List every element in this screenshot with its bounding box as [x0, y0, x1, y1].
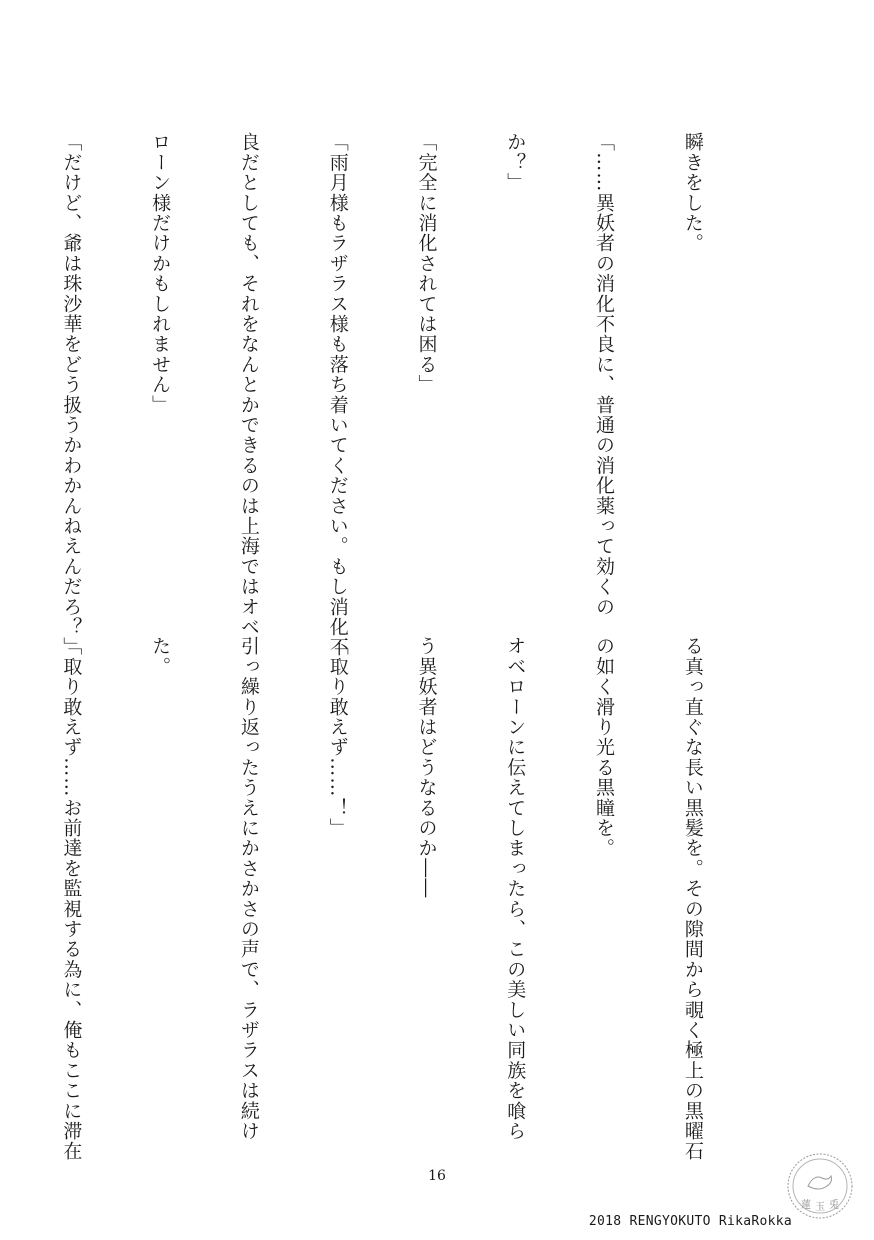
- text-line: う異妖者はどうなるのか――: [415, 636, 438, 899]
- seal-char-3: 兎: [829, 1200, 839, 1211]
- text-line: 良だとしても、それをなんとかできるのは上海ではオベ: [237, 132, 260, 637]
- text-line: 瞬きをした。: [681, 132, 704, 254]
- text-line: 引っ繰り返ったうえにかさかさの声で、ラザラスは続け: [237, 636, 260, 1141]
- page-number: 16: [428, 1168, 446, 1184]
- text-line: ローン様だけかもしれません」: [149, 132, 172, 415]
- seal-char-1: 蓮: [801, 1200, 811, 1211]
- text-line: 「取り敢えず……お前達を監視する為に、俺もここに滞在: [60, 636, 83, 1162]
- text-line: 「雨月様もラザラス様も落ち着いてください。もし消化不: [326, 132, 349, 658]
- text-line: 「取り敢えず……！」: [326, 636, 349, 838]
- text-line: 「だけど、爺は珠沙華をどう扱うかわかんねえんだろ？」: [60, 132, 83, 658]
- text-line: 「……異妖者の消化不良に、普通の消化薬って効くの: [593, 132, 616, 617]
- seal-char-2: 玉: [815, 1202, 825, 1213]
- footer-credit: 2018 RENGYOKUTO RikaRokka: [588, 1214, 792, 1229]
- text-line: る真っ直ぐな長い黒髪を。その隙間から覗く極上の黒曜石: [681, 636, 704, 1162]
- text-column-upper: [0, 132, 766, 658]
- rabbit-mark: [808, 1176, 832, 1189]
- text-column-lower: [0, 636, 766, 1162]
- text-line: 「完全に消化されては困る」: [415, 132, 438, 395]
- text-line: か？」: [504, 132, 527, 193]
- text-line: の如く滑り光る黒瞳を。: [593, 636, 616, 859]
- circle-logo-icon: [786, 1152, 854, 1220]
- text-line: た。: [149, 636, 172, 677]
- text-line: オベローンに伝えてしまったら、この美しい同族を喰ら: [504, 636, 527, 1141]
